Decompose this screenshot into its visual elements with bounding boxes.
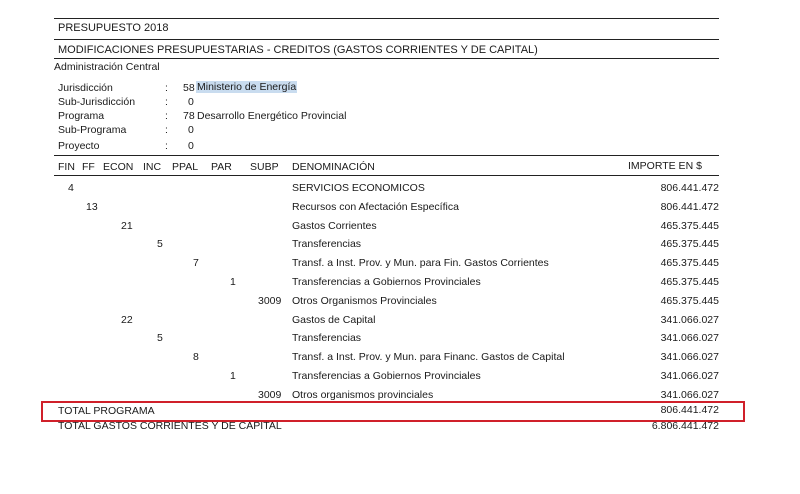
row-code: 13 (86, 201, 98, 213)
row-code: 5 (157, 332, 163, 344)
info-name: Desarrollo Energético Provincial (197, 110, 347, 122)
row-code: 21 (121, 220, 133, 232)
row-denominacion: Transferencias (292, 238, 362, 250)
col-inc: INC (143, 161, 162, 173)
row-importe: 465.375.445 (660, 238, 719, 250)
row-denominacion: Transf. a Inst. Prov. y Mun. para Financ. Gastos de Capital (292, 351, 565, 363)
row-importe: 341.066.027 (660, 370, 719, 382)
top-rule (54, 18, 719, 19)
row-importe: 341.066.027 (660, 351, 719, 363)
info-label: Sub-Jurisdicción (58, 96, 136, 108)
row-importe: 465.375.445 (660, 276, 719, 288)
row-code: 22 (121, 314, 133, 326)
row-importe: 465.375.445 (660, 295, 719, 307)
columns-bottom-rule (54, 175, 719, 176)
info-label: Programa (58, 110, 105, 122)
row-importe: 341.066.027 (660, 332, 719, 344)
info-label: Proyecto (58, 140, 100, 152)
col-ff: FF (82, 161, 95, 173)
report-title: PRESUPUESTO 2018 (58, 22, 169, 34)
row-code: 5 (157, 238, 163, 250)
info-code: 78 (183, 110, 195, 122)
total-programa-label: TOTAL PROGRAMA (58, 405, 155, 417)
row-code: 3009 (258, 295, 282, 307)
row-denominacion: Otros organismos provinciales (292, 389, 434, 401)
info-code: 0 (188, 140, 194, 152)
row-importe: 341.066.027 (660, 314, 719, 326)
info-code: 0 (188, 124, 194, 136)
col-par: PAR (211, 161, 232, 173)
info-label: Jurisdicción (58, 82, 113, 94)
info-colon: : (165, 124, 168, 136)
col-denominacion: DENOMINACIÓN (292, 161, 375, 173)
row-code: 4 (68, 182, 74, 194)
row-denominacion: Transferencias a Gobiernos Provinciales (292, 276, 481, 288)
info-name-highlight: Ministerio de Energía (197, 81, 297, 93)
row-importe: 341.066.027 (660, 389, 719, 401)
row-denominacion: Gastos Corrientes (292, 220, 377, 232)
info-colon: : (165, 96, 168, 108)
row-code: 8 (193, 351, 199, 363)
row-denominacion: Transferencias a Gobiernos Provinciales (292, 370, 481, 382)
col-ppal: PPAL (172, 161, 199, 173)
col-importe: IMPORTE EN $ (628, 160, 702, 172)
admin-label: Administración Central (54, 61, 160, 73)
row-denominacion: Recursos con Afectación Específica (292, 201, 459, 213)
row-importe: 465.375.445 (660, 220, 719, 232)
info-code: 58 (183, 82, 195, 94)
col-fin: FIN (58, 161, 75, 173)
col-subp: SUBP (250, 161, 279, 173)
info-colon: : (165, 110, 168, 122)
report-subtitle: MODIFICACIONES PRESUPUESTARIAS - CREDITOS (GASTOS CORRIENTES Y DE CAPITAL) (58, 44, 538, 56)
col-econ: ECON (103, 161, 134, 173)
info-code: 0 (188, 96, 194, 108)
row-code: 1 (230, 370, 236, 382)
row-code: 3009 (258, 389, 282, 401)
row-code: 7 (193, 257, 199, 269)
row-denominacion: SERVICIOS ECONOMICOS (292, 182, 425, 194)
row-denominacion: Gastos de Capital (292, 314, 376, 326)
total-programa-value: 806.441.472 (660, 404, 719, 416)
total-general-value: 6.806.441.472 (651, 420, 719, 432)
info-colon: : (165, 82, 168, 94)
columns-top-rule (54, 155, 719, 156)
row-denominacion: Otros Organismos Provinciales (292, 295, 437, 307)
subtitle-rule (54, 58, 719, 59)
info-label: Sub-Programa (58, 124, 127, 136)
row-importe: 806.441.472 (660, 201, 719, 213)
row-denominacion: Transf. a Inst. Prov. y Mun. para Fin. Gastos Corrientes (292, 257, 549, 269)
row-importe: 465.375.445 (660, 257, 719, 269)
row-importe: 806.441.472 (660, 182, 719, 194)
title-rule (54, 39, 719, 40)
info-colon: : (165, 140, 168, 152)
row-code: 1 (230, 276, 236, 288)
total-general-label: TOTAL GASTOS CORRIENTES Y DE CAPITAL (58, 420, 282, 432)
row-denominacion: Transferencias (292, 332, 362, 344)
